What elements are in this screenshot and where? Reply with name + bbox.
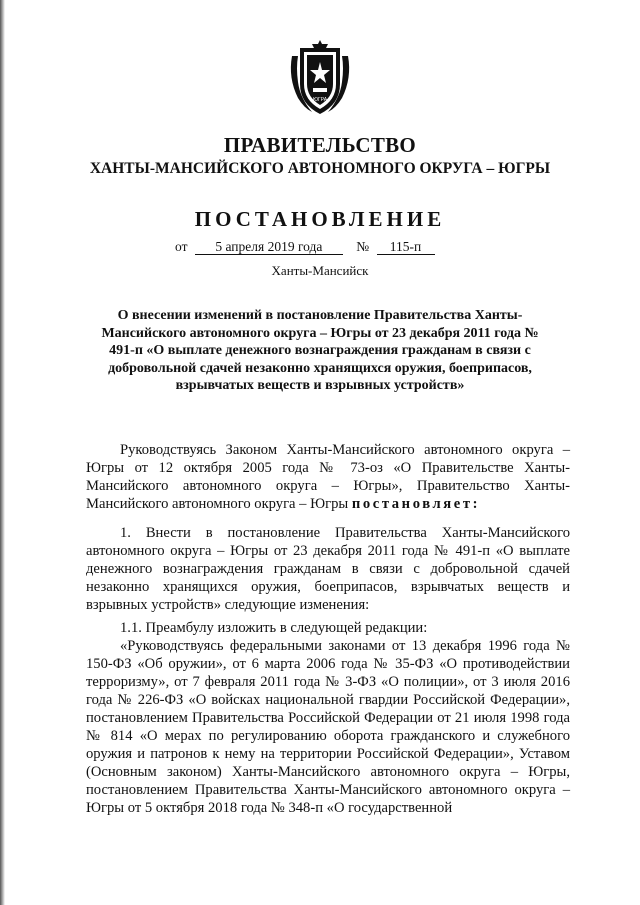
region-title: ХАНТЫ-МАНСИЙСКОГО АВТОНОМНОГО ОКРУГА – ЮГРЫ bbox=[89, 160, 551, 177]
date-prefix: от bbox=[175, 239, 188, 254]
decree-number: 115-п bbox=[377, 239, 435, 255]
decree-title: ПОСТАНОВЛЕНИЕ bbox=[194, 207, 446, 231]
preamble-text: Руководствуясь Законом Ханты-Мансийского автономного округа – Югры от 12 октября 2005 года № 73-оз «О Правительстве Ханты-Мансийского автономного округа – Югры», Правительство Ханты-Мансийского автономного округа – Югры bbox=[86, 442, 570, 512]
decree-date: 5 апреля 2019 года bbox=[195, 239, 343, 255]
coat-of-arms-emblem bbox=[286, 38, 354, 116]
paragraph-preamble bbox=[86, 441, 570, 513]
city-name: Ханты-Мансийск bbox=[271, 263, 369, 278]
resolves-word: постановляет: bbox=[351, 496, 481, 512]
decree-subject: О внесении изменений в постановление Правительства Ханты-Мансийского автономного округа – Югры от 23 декабря 2011 года № 491-п «О выплате денежного вознаграждения гражданам в связи с добровольной сдачей незаконно хранящихся оружия, боеприпасов, взрывчатых веществ и взрывных устройств» bbox=[101, 308, 539, 394]
number-prefix: № bbox=[356, 239, 370, 254]
scan-edge-shadow bbox=[0, 0, 5, 905]
paragraph-item-1-1: 1.1. Преамбулу изложить в следующей редакции: bbox=[120, 620, 428, 636]
emblem-lettering: ЮГРА bbox=[312, 97, 328, 103]
paragraph-item-1: 1. Внести в постановление Правительства Ханты-Мансийского автономного округа – Югры от 23 декабря 2011 года № 491-п «О выплате денежного вознаграждения гражданам в связи с добровольной сдачей незаконно хранящихся оружия, боеприпасов, взрывчатых веществ и взрывных устройств» следующие изменения: bbox=[86, 525, 570, 613]
government-title: ПРАВИТЕЛЬСТВО bbox=[223, 133, 417, 157]
paragraph-new-preamble: «Руководствуясь федеральными законами от 13 декабря 1996 года № 150-ФЗ «Об оружии», от 6 марта 2006 года № 35-ФЗ «О противодействии терроризму», от 7 февраля 2011 года № 3-ФЗ «О полиции», от 3 июля 2016 года № 226-ФЗ «О войсках национальной гвардии Российской Федерации», постановлением Правительства Российской Федерации от 21 июля 1998 года № 814 «О мерах по регулированию оборота гражданского и служебного оружия и патронов к нему на территории Российской Федерации», Уставом (Основным законом) Ханты-Мансийского автономного округа – Югры, постановлением Правительства Ханты-Мансийского автономного округа – Югры от 5 октября 2018 года № 348-п «О государственной bbox=[86, 638, 570, 816]
decree-date-line bbox=[175, 239, 475, 255]
